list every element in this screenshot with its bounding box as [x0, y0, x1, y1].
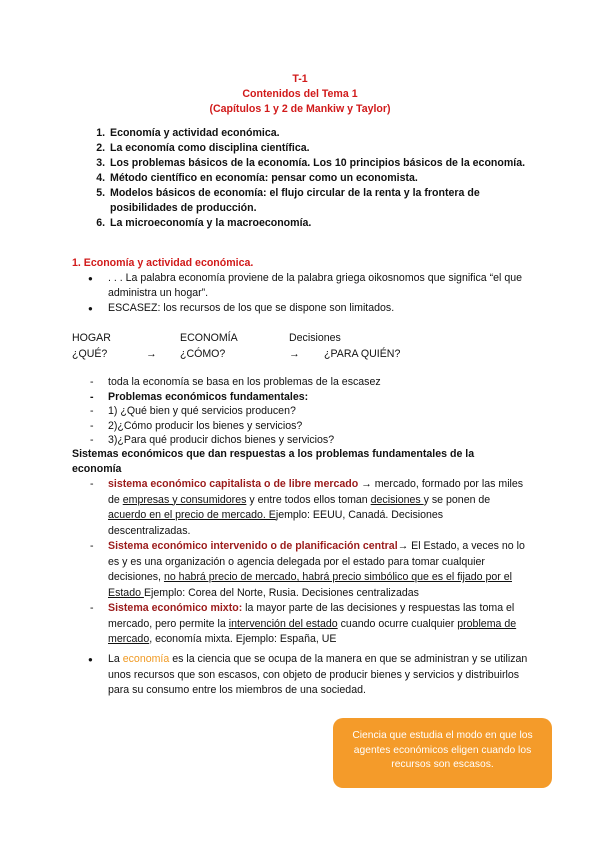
text-run: → El Estado, a veces no lo es y es una organización o agencia delegada por el estado para tomar cualquier decisiones,	[108, 540, 525, 583]
intro-bullets	[108, 271, 528, 316]
text-run: y se ponen de	[423, 493, 491, 506]
text-run: La	[108, 653, 123, 665]
page-title: Contenidos del Tema 1	[242, 88, 358, 100]
problems-list	[108, 375, 528, 448]
arrow-icon: →	[289, 348, 300, 360]
sistemas-title: Sistemas económicos que dan respuestas a los problemas fundamentales de la economía	[72, 448, 475, 475]
text-run: cuando ocurre cualquier	[337, 617, 458, 630]
como-label: ¿CÓMO?	[180, 348, 226, 360]
economia-label: ECONOMÍA	[180, 332, 238, 344]
section-heading: 1. Economía y actividad económica.	[72, 257, 254, 269]
bullet-item: ● ESCASEZ: los recursos de los que se dispone son limitados.	[108, 301, 528, 316]
question-item: - 1) ¿Qué bien y qué servicios producen?	[108, 404, 528, 419]
underlined-text: problema de mercado	[108, 617, 517, 645]
question-item: - 2)¿Cómo producir los bienes y servicios?	[108, 419, 528, 434]
contents-list	[88, 126, 528, 231]
question-item: - 3)¿Para qué producir dichos bienes y servicios?	[108, 433, 528, 448]
definition-item	[108, 652, 528, 699]
sistema-name: Sistema económico intervenido o de planificación central	[108, 540, 398, 552]
underlined-text: no habrá precio de mercado, habrá precio simbólico que es el fijado por el Estado	[108, 571, 512, 599]
hogar-label: HOGAR	[72, 332, 111, 344]
contents-item: 2. La economía como disciplina científica.	[108, 141, 528, 156]
underlined-text: decisiones	[370, 493, 424, 506]
sistema-name: Sistema económico mixto:	[108, 602, 243, 614]
topic-code: T-1	[292, 73, 308, 85]
sistema-mixto	[108, 601, 528, 648]
contents-item: 1. Economía y actividad económica.	[108, 126, 528, 141]
contents-item: 5. Modelos básicos de economía: el flujo circular de la renta y la frontera de posibilidades de producción.	[108, 186, 528, 216]
contents-item: 3. Los problemas básicos de la economía. Los 10 principios básicos de la economía.	[108, 156, 528, 171]
para-quien-label: ¿PARA QUIÉN?	[324, 348, 401, 360]
title-block	[0, 72, 600, 117]
text-run: → mercado, formado por las miles de	[108, 478, 524, 506]
text-run: , economía mixta. Ejemplo: España, UE	[149, 633, 337, 645]
contents-item: 6. La microeconomía y la macroeconomía.	[108, 216, 528, 231]
bullet-item: ● . . . La palabra economía proviene de la palabra griega oikosnomos que significa “el que administra un hogar”.	[108, 271, 528, 301]
underlined-text: intervención del estado	[228, 617, 338, 630]
callout-box	[333, 718, 552, 788]
definition-bullet	[108, 652, 528, 699]
contents-item: 4. Método científico en economía: pensar como un economista.	[108, 171, 528, 186]
text-run: y entre todos ellos toman	[246, 493, 371, 506]
problems-title: - Problemas económicos fundamentales:	[108, 390, 528, 405]
text-run: Ejemplo: Corea del Norte, Rusia. Decisiones centralizadas	[143, 586, 419, 599]
sistema-capitalista	[108, 477, 528, 539]
decisiones-label: Decisiones	[289, 332, 341, 344]
sistema-intervenido	[108, 539, 528, 601]
page-subtitle: (Capítulos 1 y 2 de Mankiw y Taylor)	[209, 103, 391, 115]
que-label: ¿QUÉ?	[72, 348, 108, 360]
text-run: es la ciencia que se ocupa de la manera en que se administran y se utilizan unos recursos que son escasos, con objeto de producir bienes y servicios y distribuirlos para su consumo entre los miembros de una sociedad.	[108, 653, 528, 696]
underlined-text: acuerdo en el precio de mercado. E	[108, 509, 276, 521]
text-run: jemplo: EEUU, Canadá. Decisiones descentralizadas.	[108, 509, 444, 537]
underlined-text: empresas y consumidores	[122, 493, 247, 506]
sistema-name: sistema económico capitalista o de libre mercado	[108, 478, 359, 490]
arrow-icon: →	[146, 348, 157, 360]
dash-item: - toda la economía se basa en los problemas de la escasez	[108, 375, 528, 390]
highlighted-term: economía	[122, 653, 170, 665]
text-run: la mayor parte de las decisiones y respuestas las toma el mercado, pero permite la	[108, 602, 515, 630]
sistemas-list	[108, 477, 528, 648]
callout-text: Ciencia que estudia el modo en que los agentes económicos eligen cuando los recursos son escasos.	[352, 730, 533, 770]
